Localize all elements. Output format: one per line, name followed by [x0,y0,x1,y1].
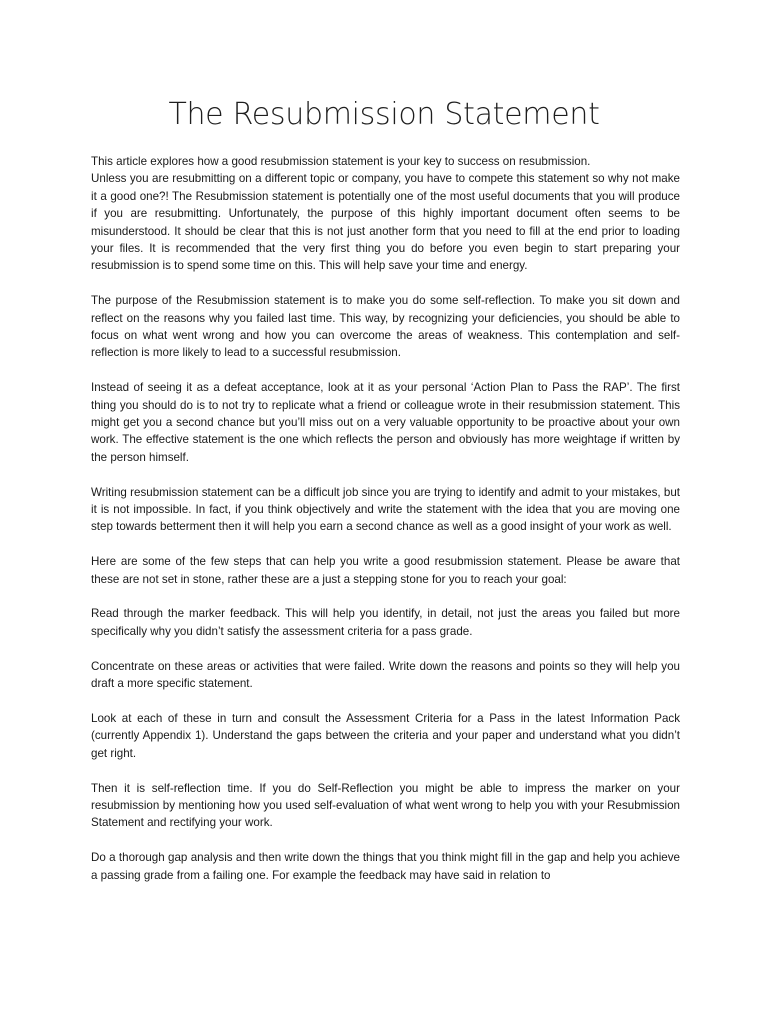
paragraph-purpose: The purpose of the Resubmission statement is to make you do some self-reflection. To make you sit down and reflect on the reasons why you failed last time. This way, by recognizing your deficiencies, you should be able to focus on what went wrong and how you can overcome the areas of weakness. This contemplation and self-reflection is more likely to lead to a successful resubmission. [91,294,680,360]
paragraph-action-plan: Instead of seeing it as a defeat acceptance, look at it as your personal ‘Action Plan to Pass the RAP’. The first thing you should do is to not try to replicate what a friend or colleague wrote in their resubmission statement. This might get you a second chance but you’ll miss out on a very valuable opportunity to be proactive about your own work. The effective statement is the one which reflects the person and obviously has more weightage if written by the person himself. [91,381,680,464]
document-body [91,153,680,901]
paragraph-intro: This article explores how a good resubmission statement is your key to success on resubmission. [91,155,591,168]
paragraph-writing: Writing resubmission statement can be a difficult job since you are trying to identify and admit to your mistakes, but it is not impossible. In fact, if you think objectively and write the statement with the idea that you are moving one step towards betterment then it will help you earn a second chance as well as a good insight of your work as well. [91,485,680,534]
paragraph-steps-intro: Here are some of the few steps that can help you write a good resubmission statement. Please be aware that these are not set in stone, rather these are a just a stepping stone for you to reach your goal: [91,555,680,586]
paragraph-step-feedback: Read through the marker feedback. This will help you identify, in detail, not just the areas you failed but more specifically why you didn’t satisfy the assessment criteria for a pass grade. [91,607,680,638]
paragraph-resubmitting: Unless you are resubmitting on a different topic or company, you have to compete this statement so why not make it a good one?! The Resubmission statement is potentially one of the most useful documents that you will produce if you are resubmitting. Unfortunately, the purpose of this highly important document often seems to be misunderstood. It should be clear that this is not just another form that you need to fill at the end prior to loading your files. It is recommended that the very first thing you do before you even begin to start preparing your resubmission is to spend some time on this. This will help save your time and energy. [91,172,680,273]
paragraph-step-concentrate: Concentrate on these areas or activities that were failed. Write down the reasons and points so they will help you draft a more specific statement. [91,659,680,691]
paragraph-step-self-reflection: Then it is self-reflection time. If you do Self-Reflection you might be able to impress the marker on your resubmission by mentioning how you used self-evaluation of what went wrong to help you with your Resubmission Statement and rectifying your work. [91,781,680,830]
paragraph-step-criteria: Look at each of these in turn and consult the Assessment Criteria for a Pass in the latest Information Pack (currently Appendix 1). Understand the gaps between the criteria and your paper and understand what you didn’t get right. [91,711,680,760]
paragraph-step-gap-analysis: Do a thorough gap analysis and then write down the things that you think might fill in the gap and help you achieve a passing grade from a failing one. For example the feedback may have said in relation to [91,851,680,882]
document-title: The Resubmission Statement [168,97,600,132]
